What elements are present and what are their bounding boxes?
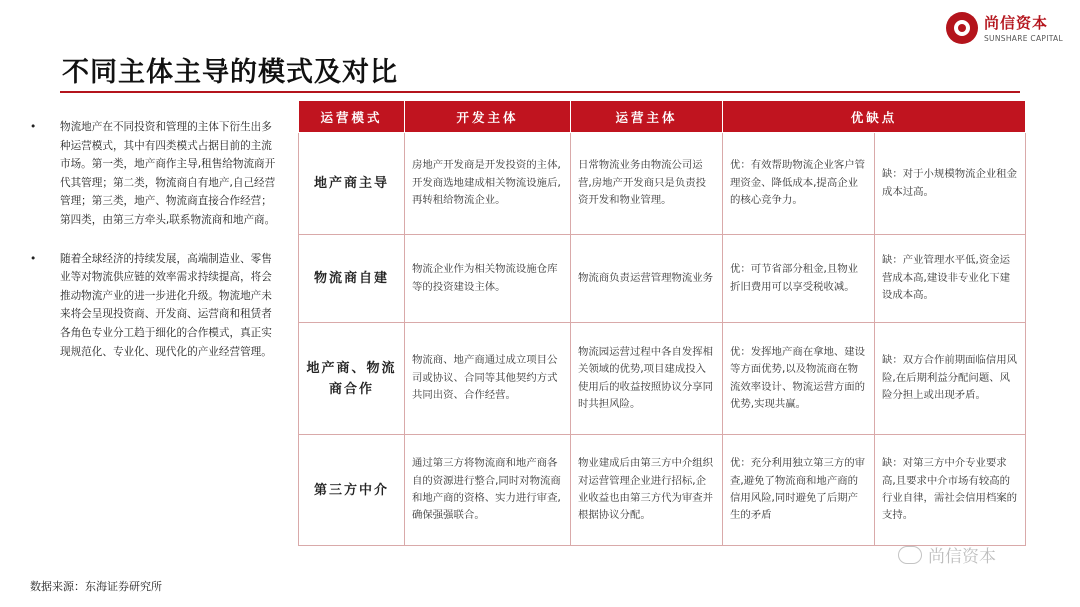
header-dev: 开发主体 [405, 101, 571, 133]
cell-dev: 房地产开发商是开发投资的主体,开发商选地建成相关物流设施后,再转租给物流企业。 [405, 133, 571, 235]
table-row [299, 323, 1026, 435]
bullet-item [30, 118, 282, 230]
header-mode: 运营模式 [299, 101, 405, 133]
cell-ops: 物业建成后由第三方中介组织对运营管理企业进行招标,企业收益也由第三方代为审查并根据协议分配。 [571, 435, 723, 546]
cell-dev: 通过第三方将物流商和地产商各自的资源进行整合,同时对物流商和地产商的资格、实力进行审查,确保强强联合。 [405, 435, 571, 546]
cell-con: 缺：双方合作前期面临信用风险,在后期利益分配问题、风险分担上或出现矛盾。 [875, 323, 1026, 435]
cell-dev: 物流企业作为相关物流设施仓库等的投资建设主体。 [405, 235, 571, 323]
bullet-dot-icon: • [30, 252, 37, 265]
cell-dev: 物流商、地产商通过成立项目公司或协议、合同等其他契约方式共同出资、合作经营。 [405, 323, 571, 435]
wechat-icon [898, 546, 922, 564]
table-row [299, 435, 1026, 546]
logo-name-cn: 尚信资本 [984, 14, 1049, 32]
cell-pro: 优：发挥地产商在拿地、建设等方面优势,以及物流商在物流效率设计、物流运营方面的优势,实现共赢。 [723, 323, 875, 435]
cell-mode: 地产商、物流商合作 [299, 323, 405, 435]
page-title: 不同主体主导的模式及对比 [62, 57, 398, 88]
source-note: 数据来源：东海证券研究所 [30, 580, 162, 593]
comparison-table [298, 100, 1026, 546]
cell-ops: 日常物流业务由物流公司运营,房地产开发商只是负责投资开发和物业管理。 [571, 133, 723, 235]
cell-mode: 地产商主导 [299, 133, 405, 235]
bullet-dot-icon: • [30, 121, 37, 133]
cell-mode: 物流商自建 [299, 235, 405, 323]
table-row [299, 133, 1026, 235]
cell-con: 缺：对第三方中介专业要求高,且要求中介市场有较高的行业自律，需社会信用档案的支持。 [875, 435, 1026, 546]
logo-name-en: SUNSHARE CAPITAL [984, 34, 1063, 43]
bullet-list [30, 118, 282, 381]
bullet-item [30, 250, 282, 362]
cell-pro: 优：充分利用独立第三方的审查,避免了物流商和地产商的信用风险,同时避免了后期产生的矛盾 [723, 435, 875, 546]
cell-con: 缺：产业管理水平低,资金运营成本高,建设非专业化下建设成本高。 [875, 235, 1026, 323]
header-ops: 运营主体 [571, 101, 723, 133]
header-proscons: 优缺点 [723, 101, 1026, 133]
table-row [299, 235, 1026, 323]
cell-pro: 优：可节省部分租金,且物业折旧费用可以享受税收减。 [723, 235, 875, 323]
watermark-text: 尚信资本 [928, 547, 996, 567]
bullet-text: 随着全球经济的持续发展，高端制造业、零售业等对物流供应链的效率需求持续提高，将会推动物流产业的进一步进化升级。物流地产未来将会呈现投资商、开发商、运营商和租赁者各角色专业分工趋于细化的合作模式，真正实现规范化、专业化、现代化的产业经营管理。 [60, 252, 272, 358]
title-divider [60, 91, 1020, 93]
cell-mode: 第三方中介 [299, 435, 405, 546]
cell-ops: 物流商负责运营管理物流业务 [571, 235, 723, 323]
logo-emblem-icon [946, 12, 978, 44]
watermark [898, 542, 996, 567]
cell-pro: 优：有效帮助物流企业客户管理资金、降低成本,提高企业的核心竞争力。 [723, 133, 875, 235]
cell-con: 缺：对于小规模物流企业租金成本过高。 [875, 133, 1026, 235]
table-header-row [299, 101, 1026, 133]
cell-ops: 物流园运营过程中各自发挥相关领域的优势,项目建成投入使用后的收益按照协议分享同时共担风险。 [571, 323, 723, 435]
company-logo [946, 12, 1066, 48]
bullet-text: 物流地产在不同投资和管理的主体下衍生出多种运营模式，其中有四类模式占据目前的主流市场。第一类，地产商作主导,租售给物流商开代其管理；第二类，物流商自有地产,自己经营管理；第三类，地产、物流商直接合作经营；第四类，由第三方牵头,联系物流商和地产商。 [60, 121, 276, 226]
